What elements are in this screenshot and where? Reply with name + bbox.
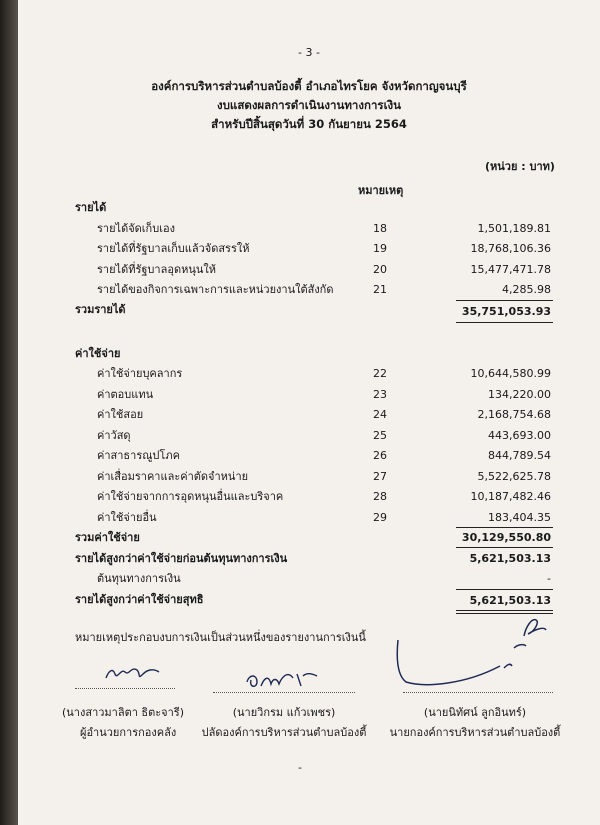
signature-line [403, 692, 553, 693]
revenue-heading: รายได้ [75, 201, 107, 214]
revenue-row-amount: 1,501,189.81 [477, 222, 551, 235]
statement-period: สำหรับปีสิ้นสุดวันที่ 30 กันยายน 2564 [211, 117, 407, 131]
subtotal-rule [456, 300, 553, 301]
revenue-row-amount: 15,477,471.78 [470, 263, 551, 276]
expense-row-label: ค่าตอบแทน [97, 388, 154, 401]
expense-row-amount: 183,404.35 [488, 511, 551, 524]
expense-row-amount: 10,644,580.99 [470, 367, 551, 380]
unit-label: (หน่วย : บาท) [485, 160, 555, 173]
net-surplus-amount: 5,621,503.13 [469, 594, 551, 607]
signature-chief-administrator [243, 668, 323, 692]
note-column-header: หมายเหตุ [358, 184, 404, 197]
revenue-row-label: รายได้ที่รัฐบาลอุดหนุนให้ [97, 263, 216, 276]
revenue-total-amount: 35,751,053.93 [461, 305, 551, 318]
expense-row-amount: 443,693.00 [488, 429, 551, 442]
signatory-name: (นางสาวมาลิตา ธิตะจารี) [62, 706, 184, 719]
expense-row-amount: 5,522,625.78 [477, 470, 551, 483]
expense-row-amount: 2,168,754.68 [477, 408, 551, 421]
expense-row-note: 26 [373, 449, 387, 462]
revenue-row-amount: 18,768,106.36 [470, 242, 551, 255]
organization-name: องค์การบริหารส่วนตำบลบ้องตี้ อำเภอไทรโยค จังหวัดกาญจนบุรี [151, 79, 467, 93]
expense-row-amount: 844,789.54 [488, 449, 551, 462]
finance-cost-label: ต้นทุนทางการเงิน [97, 572, 181, 585]
surplus-before-amount: 5,621,503.13 [469, 552, 551, 565]
expense-row-note: 22 [373, 367, 387, 380]
revenue-row-note: 18 [373, 222, 387, 235]
expense-row-note: 25 [373, 429, 387, 442]
signatory-name: (นายนิทัศน์ ลูกอินทร์) [423, 706, 527, 719]
statement-title: งบแสดงผลการดำเนินงานทางการเงิน [217, 98, 401, 112]
expense-row-note: 24 [373, 408, 387, 421]
bottom-mark: - [298, 761, 302, 774]
revenue-total-label: รวมรายได้ [75, 303, 126, 316]
expense-row-label: ค่าใช้จ่ายจากการอุดหนุนอื่นและบริจาค [97, 490, 284, 503]
total-rule [456, 322, 553, 323]
revenue-row-label: รายได้ของกิจการเฉพาะการและหน่วยงานใต้สังกัด [97, 283, 334, 296]
signatory-name: (นายวิกรม แก้วเพชร) [232, 706, 336, 719]
signature-line [213, 692, 355, 693]
page-number: - 3 - [298, 46, 320, 59]
surplus-before-label: รายได้สูงกว่าค่าใช้จ่ายก่อนต้นทุนทางการเงิน [75, 552, 288, 565]
footnote: หมายเหตุประกอบงบการเงินเป็นส่วนหนึ่งของรายงานการเงินนี้ [75, 631, 366, 644]
revenue-row-note: 20 [373, 263, 387, 276]
expense-row-note: 23 [373, 388, 387, 401]
expense-row-label: ค่าใช้จ่ายบุคลากร [97, 367, 183, 380]
signature-line [75, 688, 175, 689]
signatory-position: ปลัดองค์การบริหารส่วนตำบลบ้องตี้ [201, 726, 367, 739]
expense-total-amount: 30,129,550.80 [461, 531, 551, 544]
revenue-row-note: 21 [373, 283, 387, 296]
revenue-row-label: รายได้ที่รัฐบาลเก็บแล้วจัดสรรให้ [97, 242, 250, 255]
revenue-row-amount: 4,285.98 [502, 283, 551, 296]
revenue-row-label: รายได้จัดเก็บเอง [97, 222, 175, 235]
expense-row-label: ค่าใช้จ่ายอื่น [97, 511, 157, 524]
net-surplus-label: รายได้สูงกว่าค่าใช้จ่ายสุทธิ [75, 593, 204, 606]
subtotal-rule [456, 589, 553, 590]
subtotal-rule [456, 527, 553, 528]
revenue-row-note: 19 [373, 242, 387, 255]
expense-row-label: ค่าสาธารณูปโภค [97, 449, 180, 462]
expense-row-label: ค่าใช้สอย [97, 408, 144, 421]
expense-row-note: 29 [373, 511, 387, 524]
expense-row-label: ค่าเสื่อมราคาและค่าตัดจำหน่าย [97, 470, 249, 483]
expense-row-note: 27 [373, 470, 387, 483]
scan-edge-shadow [0, 0, 18, 825]
total-rule [456, 547, 553, 548]
signature-mayor [396, 610, 556, 692]
expense-row-label: ค่าวัสดุ [97, 429, 131, 442]
expense-heading: ค่าใช้จ่าย [75, 347, 121, 360]
signatory-position: ผู้อำนวยการกองคลัง [80, 726, 177, 739]
expense-row-amount: 134,220.00 [488, 388, 551, 401]
expense-total-label: รวมค่าใช้จ่าย [75, 531, 140, 544]
expense-row-note: 28 [373, 490, 387, 503]
signature-finance-director [103, 662, 163, 684]
document-page [18, 0, 600, 825]
finance-cost-amount: - [547, 572, 551, 585]
expense-row-amount: 10,187,482.46 [470, 490, 551, 503]
signatory-position: นายกองค์การบริหารส่วนตำบลบ้องตี้ [389, 726, 561, 739]
